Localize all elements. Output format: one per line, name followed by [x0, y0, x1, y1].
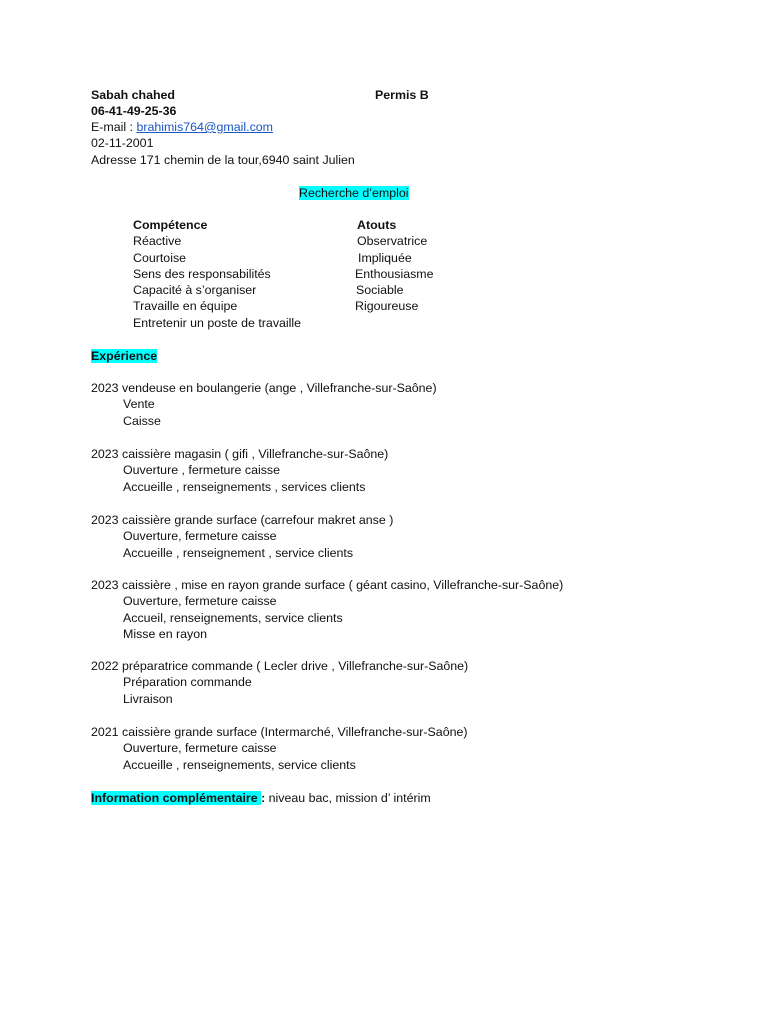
job-title: 2022 préparatrice commande ( Lecler drive , Villefranche-sur-Saône)	[91, 659, 469, 673]
experience-heading	[91, 348, 157, 364]
skill-item: Entretenir un poste de travaille	[133, 315, 302, 330]
job-task: Ouverture, fermeture caisse	[123, 529, 277, 544]
email-line	[91, 119, 273, 135]
additional-info-separator: :	[261, 791, 266, 805]
strength-item: Enthousiasme	[355, 266, 434, 281]
experience-entry	[91, 512, 393, 561]
birthdate: 02-11-2001	[91, 136, 154, 150]
job-title: 2023 caissière magasin ( gifi , Villefranche-sur-Saône)	[91, 447, 389, 461]
skills-heading: Compétence	[133, 218, 208, 232]
strength-item: Impliquée	[358, 250, 412, 265]
strengths-heading: Atouts	[357, 218, 397, 232]
job-task: Préparation commande	[123, 675, 252, 690]
job-title: 2021 caissière grande surface (Intermarché, Villefranche-sur-Saône)	[91, 725, 468, 739]
address: Adresse 171 chemin de la tour,6940 saint Julien	[91, 153, 355, 167]
objective-text: Recherche d’emploi	[299, 186, 409, 200]
job-title: 2023 caissière grande surface (carrefour makret anse )	[91, 513, 394, 527]
strengths-list	[357, 217, 434, 315]
additional-info-label: Information complémentaire	[91, 791, 262, 805]
job-task: Ouverture, fermeture caisse	[123, 594, 277, 609]
strength-item: Rigoureuse	[355, 299, 419, 314]
job-task: Accueil, renseignements, service clients	[123, 610, 343, 625]
job-title: 2023 vendeuse en boulangerie (ange , Villefranche-sur-Saône)	[91, 381, 437, 395]
job-title: 2023 caissière , mise en rayon grande surface ( géant casino, Villefranche-sur-Saône)	[91, 578, 564, 592]
email-link[interactable]: brahimis764@gmail.com	[136, 120, 273, 134]
job-task: Caisse	[123, 413, 161, 428]
driving-license: Permis B	[375, 88, 429, 102]
job-task: Vente	[123, 397, 155, 412]
additional-info-text: niveau bac, mission d’ intérim	[265, 791, 431, 805]
additional-info	[91, 790, 431, 806]
candidate-name: Sabah chahed	[91, 88, 176, 102]
job-task: Misse en rayon	[123, 626, 208, 641]
skill-item: Courtoise	[133, 250, 187, 265]
job-task: Accueille , renseignement , service clients	[123, 545, 354, 560]
job-task: Ouverture , fermeture caisse	[123, 463, 281, 478]
skills-list	[133, 217, 301, 331]
email-label: E-mail :	[91, 120, 137, 134]
experience-entry	[91, 380, 437, 429]
experience-entry	[91, 577, 563, 642]
skill-item: Sens des responsabilités	[133, 266, 271, 281]
experience-entry	[91, 658, 468, 707]
job-task: Accueille , renseignements , services clients	[123, 479, 366, 494]
skill-item: Travaille en équipe	[133, 299, 238, 314]
job-task: Livraison	[123, 691, 173, 706]
strength-item: Observatrice	[357, 234, 428, 249]
skill-item: Réactive	[133, 234, 182, 249]
experience-entry	[91, 724, 468, 773]
job-task: Ouverture, fermeture caisse	[123, 741, 277, 756]
objective	[299, 185, 409, 201]
job-task: Accueille , renseignements, service clients	[123, 757, 356, 772]
experience-entry	[91, 446, 388, 495]
strength-item: Sociable	[356, 283, 404, 298]
phone-number: 06-41-49-25-36	[91, 104, 177, 118]
skill-item: Capacité à s’organiser	[133, 283, 257, 298]
experience-heading-text: Expérience	[91, 349, 158, 363]
